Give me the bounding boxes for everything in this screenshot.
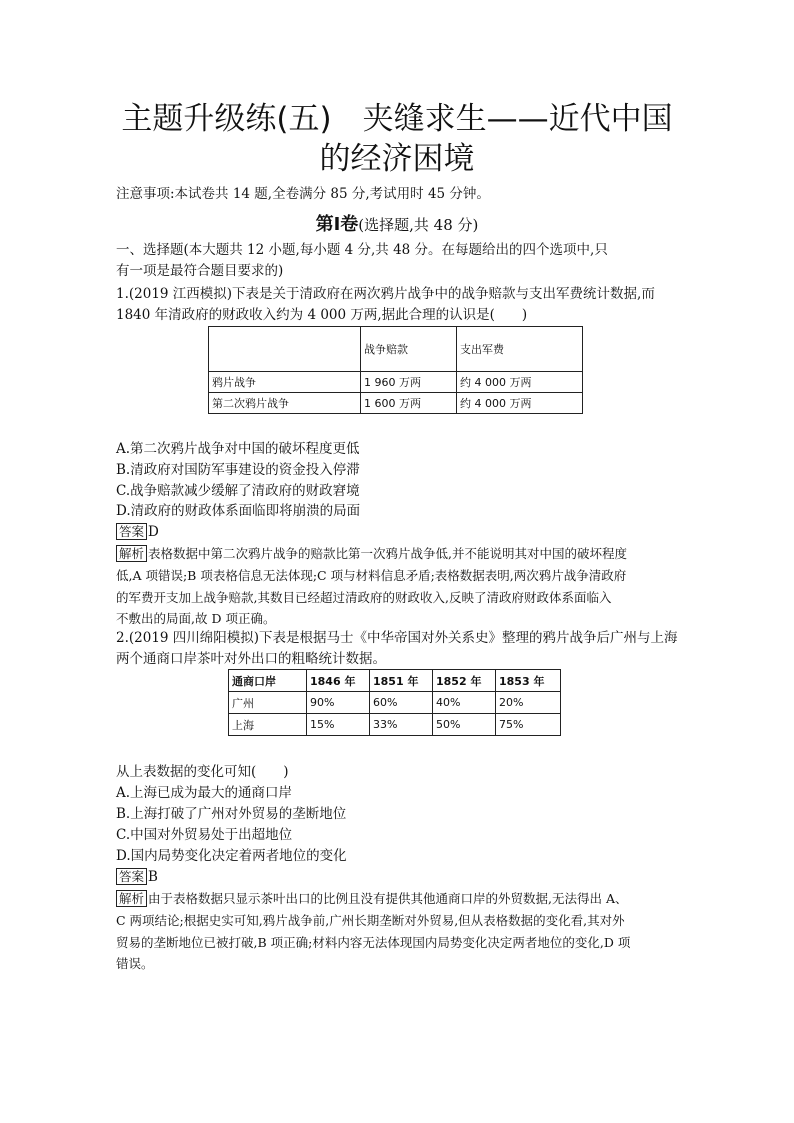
q1-answer <box>116 522 159 542</box>
part-heading <box>0 210 794 236</box>
q2-stem: 从上表数据的变化可知( ) <box>116 764 289 780</box>
table-cell: 75% <box>496 714 561 736</box>
q2-analysis-line-4: 错误。 <box>116 956 154 971</box>
table-cell: 20% <box>496 692 561 714</box>
table-header-cell: 1846 年 <box>307 670 370 692</box>
table-cell: 第二次鸦片战争 <box>209 393 361 414</box>
q2-analysis-line-3: 贸易的垄断地位已被打破,B 项正确;材料内容无法体现国内局势变化决定两者地位的变化,D 项 <box>116 935 631 950</box>
table-cell: 鸦片战争 <box>209 372 361 393</box>
table-cell: 40% <box>433 692 496 714</box>
page-title-line-1: 主题升级练(五) 夹缝求生——近代中国 <box>121 101 673 137</box>
notice-text: 注意事项:本试卷共 14 题,全卷满分 85 分,考试用时 45 分钟。 <box>116 186 490 202</box>
q1-option-b: B.清政府对国防军事建设的资金投入停滞 <box>116 462 360 478</box>
table-row <box>209 393 583 414</box>
table-cell: 33% <box>370 714 433 736</box>
section-intro-line-2: 有一项是最符合题目要求的) <box>116 263 284 279</box>
analysis-text: 由于表格数据只显示茶叶出口的比例且没有提供其他通商口岸的外贸数据,无法得出 A、 <box>148 891 628 906</box>
answer-value: B <box>148 869 158 885</box>
q2-option-b: B.上海打破了广州对外贸易的垄断地位 <box>116 806 347 822</box>
analysis-text: 表格数据中第二次鸦片战争的赔款比第一次鸦片战争低,并不能说明其对中国的破坏程度 <box>148 546 627 561</box>
q1-analysis-line-4: 不敷出的局面,故 D 项正确。 <box>116 611 276 626</box>
table-row <box>229 692 561 714</box>
q2-option-c: C.中国对外贸易处于出超地位 <box>116 827 293 843</box>
q2-stem-line-2: 两个通商口岸茶叶对外出口的粗略统计数据。 <box>116 651 386 667</box>
table-header-cell: 支出军费 <box>457 327 583 372</box>
table-cell: 约 4 000 万两 <box>457 393 583 414</box>
table-cell: 90% <box>307 692 370 714</box>
answer-value: D <box>148 524 159 540</box>
table-header-cell: 1851 年 <box>370 670 433 692</box>
table-cell: 1 960 万两 <box>361 372 457 393</box>
page-title-line-2: 的经济困境 <box>319 141 475 177</box>
q1-option-a: A.第二次鸦片战争对中国的破坏程度更低 <box>116 441 360 457</box>
q2-option-a: A.上海已成为最大的通商口岸 <box>116 785 293 801</box>
table-cell: 50% <box>433 714 496 736</box>
analysis-label: 解析 <box>116 890 147 907</box>
q2-option-d: D.国内局势变化决定着两者地位的变化 <box>116 848 347 864</box>
q1-stem-line-1: 1.(2019 江西模拟)下表是关于清政府在两次鸦片战争中的战争赔款与支出军费统计数据,而 <box>116 286 655 302</box>
table-header-cell: 1852 年 <box>433 670 496 692</box>
answer-label: 答案 <box>116 523 147 540</box>
q1-table <box>208 326 583 414</box>
table-header-cell: 通商口岸 <box>229 670 307 692</box>
table-cell: 广州 <box>229 692 307 714</box>
table-header-cell <box>209 327 361 372</box>
analysis-label: 解析 <box>116 545 147 562</box>
q2-answer <box>116 867 158 887</box>
answer-label: 答案 <box>116 868 147 885</box>
q1-option-c: C.战争赔款减少缓解了清政府的财政窘境 <box>116 483 360 499</box>
section-intro-line-1: 一、选择题(本大题共 12 小题,每小题 4 分,共 48 分。在每题给出的四个选项中,只 <box>116 242 608 258</box>
table-header-cell: 1853 年 <box>496 670 561 692</box>
q1-stem-line-2: 1840 年清政府的财政收入约为 4 000 万两,据此合理的认识是( ) <box>116 307 528 323</box>
part-heading-sub: (选择题,共 48 分) <box>358 216 479 234</box>
part-heading-main: 第Ⅰ卷 <box>315 214 359 235</box>
q2-stem-line-1: 2.(2019 四川绵阳模拟)下表是根据马士《中华帝国对外关系史》整理的鸦片战争后广州与上海 <box>116 630 678 646</box>
table-row <box>229 714 561 736</box>
table-header-cell: 战争赔款 <box>361 327 457 372</box>
q2-analysis-line-2: C 两项结论;根据史实可知,鸦片战争前,广州长期垄断对外贸易,但从表格数据的变化看,其对外 <box>116 913 625 928</box>
table-cell: 约 4 000 万两 <box>457 372 583 393</box>
table-cell: 15% <box>307 714 370 736</box>
table-header-row <box>209 327 583 372</box>
table-cell: 上海 <box>229 714 307 736</box>
table-cell: 60% <box>370 692 433 714</box>
q1-option-d: D.清政府的财政体系面临即将崩溃的局面 <box>116 503 361 519</box>
q2-table <box>228 669 561 736</box>
q1-analysis-line-3: 的军费开支加上战争赔款,其数目已经超过清政府的财政收入,反映了清政府财政体系面临入 <box>116 590 612 605</box>
q1-analysis-line-2: 低,A 项错误;B 项表格信息无法体现;C 项与材料信息矛盾;表格数据表明,两次鸦片战争清政府 <box>116 568 627 583</box>
table-header-row <box>229 670 561 692</box>
table-cell: 1 600 万两 <box>361 393 457 414</box>
q2-analysis-line-1 <box>116 888 690 909</box>
q1-analysis-line-1 <box>116 543 690 564</box>
table-row <box>209 372 583 393</box>
